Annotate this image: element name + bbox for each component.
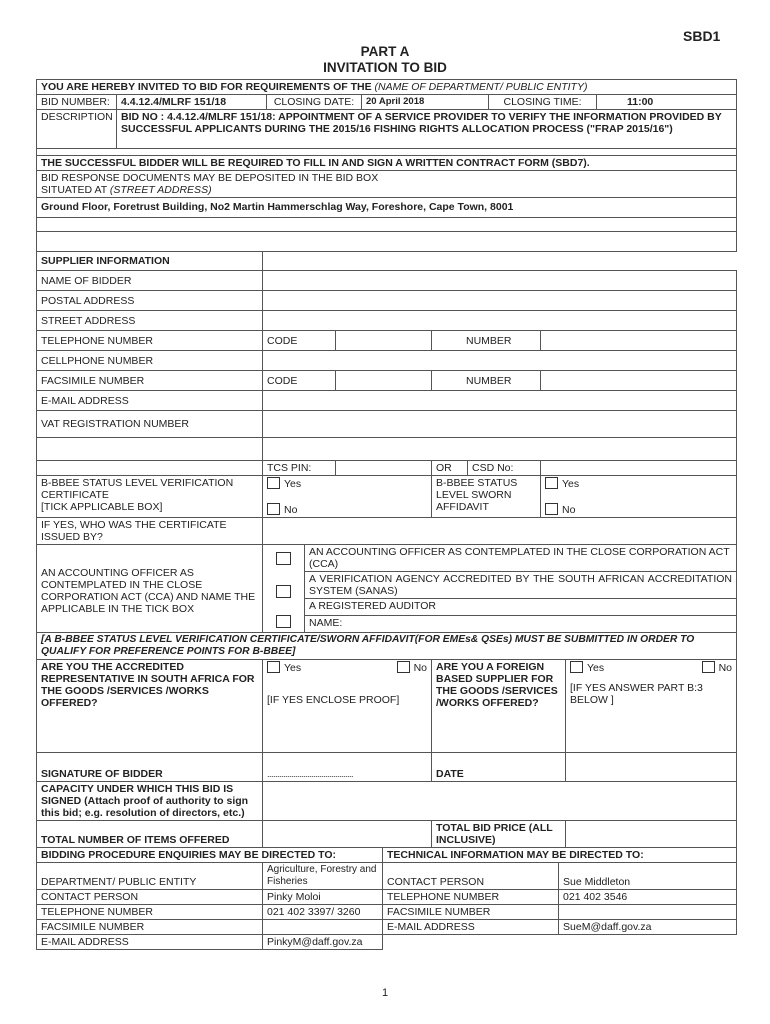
foreign-supplier-question: ARE YOU A FOREIGN BASED SUPPLIER FOR THE GOODS /SERVICES /WORKS OFFERED? (432, 660, 566, 753)
or-label: OR (432, 461, 468, 476)
bbbee-table (36, 475, 737, 545)
bbbee-cert-text: B-BBEE STATUS LEVEL VERIFICATION CERTIFICATE (41, 477, 234, 501)
bid-box-street-address: (STREET ADDRESS) (109, 184, 212, 196)
foreign-supplier-options (566, 660, 737, 753)
description-label: DESCRIPTION (37, 110, 117, 149)
page-number: 1 (381, 987, 389, 999)
bbbee-cert-no[interactable] (267, 503, 427, 516)
supplier-heading: SUPPLIER INFORMATION (37, 252, 263, 271)
cellphone-field[interactable] (263, 351, 737, 371)
invitation-intro (37, 80, 737, 95)
bid-box-address: Ground Floor, Foretrust Building, No2 Martin Hammerschlag Way, Foreshore, Cape Town, 8001 (37, 198, 737, 218)
invitation-form (36, 79, 736, 950)
bid-number-value[interactable]: 4.4.12.4/MLRF 151/18 (117, 95, 267, 110)
representative-table (36, 659, 737, 753)
tcs-pin-field[interactable] (336, 461, 432, 476)
closing-date-label: CLOSING DATE: (267, 95, 362, 110)
accounting-officer-label: AN ACCOUNTING OFFICER AS CONTEMPLATED IN THE CLOSE CORPORATION ACT (CCA) AND NAME THE APPLICABLE IN THE TICK BOX (37, 545, 263, 633)
issuer-option-3: A REGISTERED AUDITOR (305, 599, 737, 616)
part-label: PART A (360, 44, 410, 59)
accredited-rep-yes[interactable] (267, 661, 301, 674)
invitation-intro-entity: (NAME OF DEPARTMENT/ PUBLIC ENTITY) (374, 81, 588, 93)
bidder-name-field[interactable] (263, 271, 737, 291)
bid-box-line-1: BID RESPONSE DOCUMENTS MAY BE DEPOSITED IN THE BID BOX (41, 172, 379, 184)
fax-code-label: CODE (263, 371, 336, 391)
bbbee-cert-yes-label: Yes (284, 478, 302, 490)
telephone-number-label: TELEPHONE NUMBER (37, 905, 263, 920)
closing-date-value[interactable]: 20 April 2018 (362, 95, 489, 110)
foreign-supplier-no[interactable] (702, 661, 732, 674)
total-price-field[interactable] (566, 821, 737, 848)
fax-code-field[interactable] (336, 371, 432, 391)
bbbee-notice: [A B-BBEE STATUS LEVEL VERIFICATION CERTIFICATE/SWORN AFFIDAVIT(FOR EMEs& QSEs) MUST BE SUBMITTED IN ORDER TO QUALIFY FOR PREFERENCE POINTS FOR B-BBEE] (37, 633, 737, 660)
issuer-checkboxes (263, 545, 305, 633)
bbbee-cert-label (37, 476, 263, 518)
accredited-rep-options (263, 660, 432, 753)
contract-notice: THE SUCCESSFUL BIDDER WILL BE REQUIRED TO FILL IN AND SIGN A WRITTEN CONTRACT FORM (SBD7). (37, 156, 737, 171)
bbbee-affidavit-label: B-BBEE STATUS LEVEL SWORN AFFIDAVIT (432, 476, 541, 518)
checkbox-icon[interactable] (276, 552, 291, 565)
tech-email-value[interactable]: SueM@daff.gov.za (559, 920, 737, 935)
issued-by-field[interactable] (263, 518, 737, 545)
bbbee-affidavit-no[interactable] (545, 503, 732, 516)
tech-contact-label: CONTACT PERSON (383, 863, 559, 890)
street-address-field[interactable] (263, 311, 737, 331)
bid-box-line-2 (41, 184, 732, 196)
accredited-rep-question: ARE YOU THE ACCREDITED REPRESENTATIVE IN SOUTH AFRICA FOR THE GOODS /SERVICES /WORKS OFFERED? (37, 660, 263, 753)
checkbox-icon[interactable] (545, 477, 558, 489)
blank-row-1 (37, 218, 737, 232)
tcs-pin-label: TCS PIN: (263, 461, 336, 476)
contact-person-label: CONTACT PERSON (37, 890, 263, 905)
technical-enquiries-heading: TECHNICAL INFORMATION MAY BE DIRECTED TO: (383, 848, 737, 863)
bbbee-cert-no-label: No (284, 504, 298, 516)
csd-field[interactable] (541, 461, 737, 476)
bbbee-affidavit-no-label: No (562, 504, 576, 516)
closing-time-label: CLOSING TIME: (489, 95, 597, 110)
checkbox-icon[interactable] (267, 503, 280, 515)
total-price-label: TOTAL BID PRICE (ALL INCLUSIVE) (432, 821, 566, 848)
bbbee-affidavit-options (541, 476, 737, 518)
date-label: DATE (432, 753, 566, 782)
signature-field[interactable]: ........................................... (263, 753, 432, 782)
supplier-heading-blank (263, 252, 737, 271)
accredited-rep-yes-label: Yes (284, 662, 302, 674)
email-label: E-MAIL ADDRESS (37, 391, 263, 411)
tech-contact-value: Sue Middleton (559, 863, 737, 890)
csd-label: CSD No: (468, 461, 541, 476)
issued-by-label: IF YES, WHO WAS THE CERTIFICATE ISSUED BY? (37, 518, 263, 545)
fax-label: FACSIMILE NUMBER (37, 371, 263, 391)
checkbox-icon[interactable] (702, 661, 715, 673)
telephone-number-field[interactable] (541, 331, 737, 351)
enquiries-blank (383, 935, 737, 950)
foreign-supplier-note: [IF YES ANSWER PART B:3 BELOW ] (570, 682, 703, 706)
items-offered-field[interactable] (263, 821, 432, 848)
fax-number-label: FACSIMILE NUMBER (37, 920, 263, 935)
tech-email-label: E-MAIL ADDRESS (383, 920, 559, 935)
bidder-name-label: NAME OF BIDDER (37, 271, 263, 291)
tech-fax-label: FACSIMILE NUMBER (383, 905, 559, 920)
email-address-value[interactable]: PinkyM@daff.gov.za (263, 935, 383, 950)
issuer-option-2: A VERIFICATION AGENCY ACCREDITED BY THE SOUTH AFRICAN ACCREDITATION SYSTEM (SANAS) (305, 572, 737, 599)
accredited-rep-no[interactable] (397, 661, 427, 674)
bid-box-location (37, 171, 737, 198)
telephone-code-field[interactable] (336, 331, 432, 351)
checkbox-icon[interactable] (570, 661, 583, 673)
department-value: Agriculture, Forestry and Fisheries (263, 863, 383, 890)
bbbee-tick-note: [TICK APPLICABLE BOX] (41, 501, 163, 513)
accredited-rep-choices (267, 661, 427, 674)
email-address-label: E-MAIL ADDRESS (37, 935, 263, 950)
spacer-row (37, 149, 737, 156)
foreign-supplier-choices (570, 661, 732, 674)
fax-number-field[interactable] (541, 371, 737, 391)
blank-field-cell (263, 438, 737, 461)
email-field[interactable] (263, 391, 737, 411)
telephone-label: TELEPHONE NUMBER (37, 331, 263, 351)
department-label: DEPARTMENT/ PUBLIC ENTITY (37, 863, 263, 890)
bbbee-affidavit-yes[interactable] (545, 477, 732, 490)
street-address-label: STREET ADDRESS (37, 311, 263, 331)
postal-address-field[interactable] (263, 291, 737, 311)
checkbox-icon[interactable] (545, 503, 558, 515)
telephone-code-label: CODE (263, 331, 336, 351)
bbbee-cert-yes[interactable] (267, 477, 427, 490)
issuer-table (36, 544, 737, 660)
signature-table (36, 752, 737, 848)
tech-fax-value (559, 905, 737, 920)
fax-number-value (263, 920, 383, 935)
capacity-field[interactable] (263, 782, 737, 821)
enquiries-table (36, 847, 737, 950)
enclose-proof-note: [IF YES ENCLOSE PROOF] (267, 694, 400, 706)
telephone-number-value: 021 402 3397/ 3260 (263, 905, 383, 920)
closing-time-value[interactable]: 11:00 (597, 95, 737, 110)
capacity-label: CAPACITY UNDER WHICH THIS BID IS SIGNED (Attach proof of authority to sign this bid; e.g. resolution of directors, etc.) (37, 782, 263, 821)
description-value: BID NO : 4.4.12.4/MLRF 151/18: APPOINTMENT OF A SERVICE PROVIDER TO VERIFY THE INFORMATION PROVIDED BY SUCCESSFUL APPLICANTS DURING THE 2015/16 FISHING RIGHTS ALLOCATION PROCESS ("FRAP 2015/16") (117, 110, 737, 149)
telephone-number-label: NUMBER (432, 331, 541, 351)
signature-label: SIGNATURE OF BIDDER (37, 753, 263, 782)
foreign-supplier-yes-label: Yes (587, 662, 605, 674)
bid-box-situated: SITUATED AT (41, 184, 110, 196)
blank-row-2 (37, 232, 737, 252)
contact-person-value: Pinky Moloi (263, 890, 383, 905)
invitation-table (36, 79, 737, 252)
issuer-option-1: AN ACCOUNTING OFFICER AS CONTEMPLATED IN THE CLOSE CORPORATION ACT (CCA) (305, 545, 737, 572)
bbbee-affidavit-yes-label: Yes (562, 478, 580, 490)
cellphone-label: CELLPHONE NUMBER (37, 351, 263, 371)
fax-number-label: NUMBER (432, 371, 541, 391)
supplier-table (36, 251, 737, 476)
checkbox-icon[interactable] (397, 661, 410, 673)
tech-telephone-label: TELEPHONE NUMBER (383, 890, 559, 905)
bid-number-label: BID NUMBER: (37, 95, 117, 110)
foreign-supplier-no-label: No (718, 662, 732, 674)
checkbox-icon[interactable] (267, 661, 280, 673)
date-field[interactable] (566, 753, 737, 782)
items-offered-label: TOTAL NUMBER OF ITEMS OFFERED (37, 821, 263, 848)
checkbox-icon[interactable] (267, 477, 280, 489)
accredited-rep-no-label: No (413, 662, 427, 674)
tcs-blank-label (37, 461, 263, 476)
vat-label: VAT REGISTRATION NUMBER (37, 411, 263, 438)
tech-telephone-value: 021 402 3546 (559, 890, 737, 905)
bbbee-cert-options (263, 476, 432, 518)
issuer-name-label: NAME: (305, 616, 737, 633)
checkbox-icon[interactable] (276, 615, 291, 628)
postal-address-label: POSTAL ADDRESS (37, 291, 263, 311)
vat-field[interactable] (263, 411, 737, 438)
procedure-enquiries-heading: BIDDING PROCEDURE ENQUIRIES MAY BE DIRECTED TO: (37, 848, 383, 863)
blank-label-cell (37, 438, 263, 461)
invitation-intro-text: YOU ARE HEREBY INVITED TO BID FOR REQUIREMENTS OF THE (41, 81, 375, 93)
checkbox-icon[interactable] (276, 585, 291, 598)
foreign-supplier-yes[interactable] (570, 661, 604, 674)
page-title: INVITATION TO BID (323, 60, 447, 75)
document-code: SBD1 (683, 28, 721, 44)
